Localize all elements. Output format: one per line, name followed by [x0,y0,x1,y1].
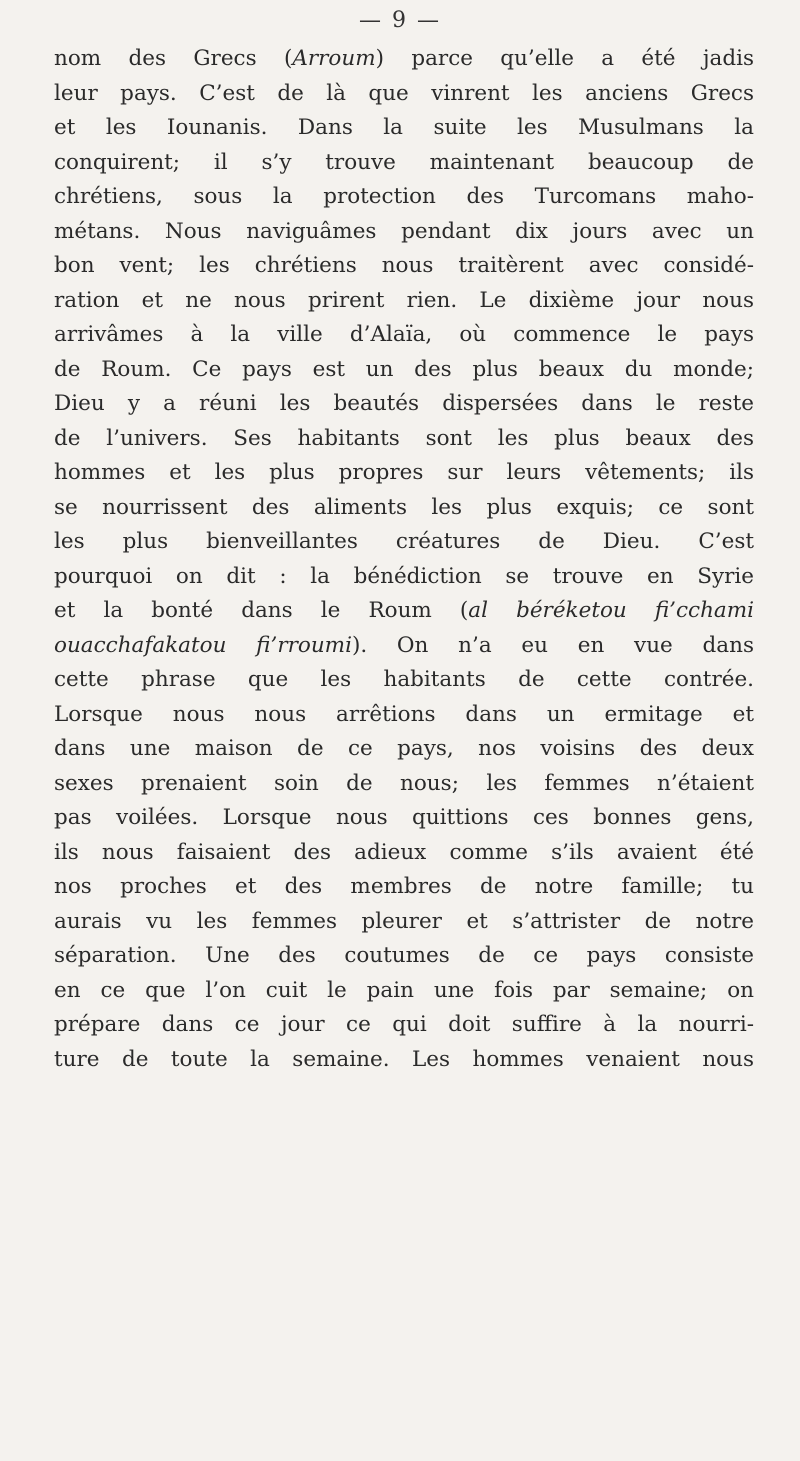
text-line [54,215,754,250]
italic-text-segment: Arroum [292,46,376,71]
text-line [54,836,754,871]
text-segment: ration et ne nous prirent rien. Le dixième jour nous [54,287,754,313]
page-number: — 9 — [359,8,441,33]
italic-text-segment: ouacchafakatou fi’rroumi [54,632,352,658]
text-segment: cette phrase que les habitants de cette contrée. [54,667,754,692]
text-segment: arrivâmes à la ville d’Alaïa, où commence le pays [54,322,754,347]
text-line [54,318,754,353]
text-segment: de Roum. Ce pays est un des plus beaux du monde; [54,356,754,382]
text-segment: bon vent; les chrétiens nous traitèrent avec considé- [54,253,754,278]
text-segment: ils nous faisaient des adieux comme s’ils avaient été [54,839,754,865]
text-segment: ). On n’a eu en vue dans [351,632,754,658]
text-line [54,111,754,146]
text-line [54,456,754,491]
text-segment: Dieu y a réuni les beautés dispersées dans le reste [54,391,754,416]
text-line [54,180,754,215]
text-line [54,663,754,698]
text-line [54,870,754,905]
text-segment: de l’univers. Ses habitants sont les plus beaux des [54,425,754,451]
text-segment: aurais vu les femmes pleurer et s’attrister de notre [54,908,754,934]
text-segment: et les Iounanis. Dans la suite les Musulmans la [54,115,754,140]
text-segment: hommes et les plus propres sur leurs vêtements; ils [54,460,754,485]
text-segment: dans une maison de ce pays, nos voisins des deux [54,736,754,761]
text-segment: et la bonté dans le Roum ( [54,598,469,623]
text-line [54,905,754,940]
text-line [54,974,754,1009]
text-line [54,146,754,181]
text-line [54,801,754,836]
text-line [54,939,754,974]
text-line [54,42,754,77]
text-segment: métans. Nous naviguâmes pendant dix jours avec un [54,218,754,244]
text-segment: prépare dans ce jour ce qui doit suffire à la nourri- [54,1012,754,1037]
text-line [54,594,754,629]
italic-text-segment: al béréketou fi’cchami [468,598,754,623]
text-segment: se nourrissent des aliments les plus exquis; ce sont [54,494,754,520]
text-segment: sexes prenaient soin de nous; les femmes n’étaient [54,770,754,796]
body-text [54,42,754,1077]
text-segment: chrétiens, sous la protection des Turcomans maho- [54,184,754,209]
text-segment: ture de toute la semaine. Les hommes venaient nous [54,1046,754,1072]
text-line [54,77,754,112]
text-line [54,560,754,595]
text-segment: conquirent; il s’y trouve maintenant beaucoup de [54,149,754,175]
text-segment: nos proches et des membres de notre famille; tu [54,874,754,899]
text-line [54,732,754,767]
text-line [54,698,754,733]
text-segment: Lorsque nous nous arrêtions dans un ermitage et [54,701,754,727]
text-segment: en ce que l’on cuit le pain une fois par semaine; on [54,977,754,1003]
text-line [54,422,754,457]
text-line [54,491,754,526]
text-segment: pourquoi on dit : la bénédiction se trouve en Syrie [54,563,754,589]
text-line [54,1043,754,1078]
text-line [54,767,754,802]
text-line [54,1008,754,1043]
text-segment: pas voilées. Lorsque nous quittions ces bonnes gens, [54,805,754,830]
text-segment: séparation. Une des coutumes de ce pays consiste [54,943,754,968]
text-line [54,249,754,284]
text-line [54,629,754,664]
text-line [54,525,754,560]
text-segment: les plus bienveillantes créatures de Dieu. C’est [54,529,754,554]
text-segment: ) parce qu’elle a été jadis [375,46,754,71]
text-segment: leur pays. C’est de là que vinrent les anciens Grecs [54,80,754,106]
text-line [54,284,754,319]
text-segment: nom des Grecs ( [54,46,293,71]
text-line [54,387,754,422]
text-line [54,353,754,388]
